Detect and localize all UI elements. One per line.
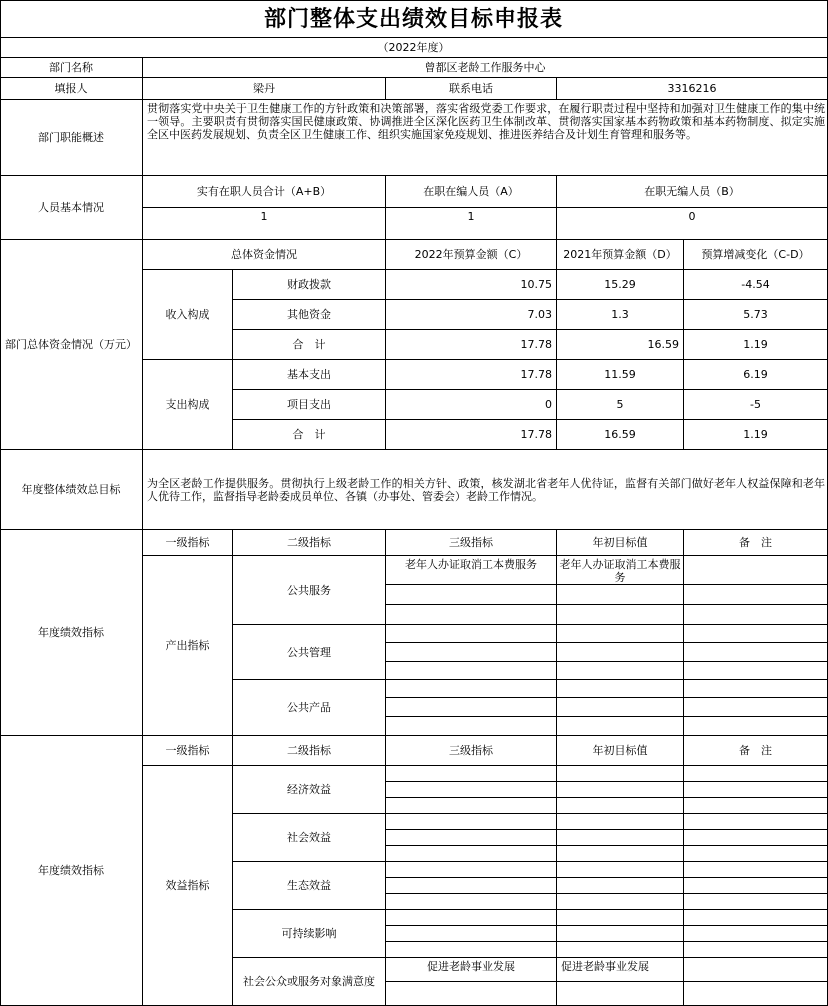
empty-indicator-cell: [684, 878, 828, 894]
empty-indicator-cell: [684, 798, 828, 814]
empty-indicator-cell: [557, 982, 684, 1006]
funds-d-header: 2021年预算金额（D）: [557, 240, 684, 270]
expense-row-c: 17.78: [386, 360, 557, 390]
income-row-name: 合 计: [233, 330, 386, 360]
empty-indicator-cell: [557, 894, 684, 910]
empty-indicator-cell: [386, 942, 557, 958]
empty-indicator-cell: [557, 782, 684, 798]
expense-row-d: 11.59: [557, 360, 684, 390]
expense-row-cd: 1.19: [684, 420, 828, 450]
empty-indicator-cell: [386, 717, 557, 736]
empty-indicator-cell: [557, 717, 684, 736]
staff-a-header: 在职在编人员（A）: [386, 176, 557, 208]
empty-indicator-cell: [386, 926, 557, 942]
expense-row-cd: 6.19: [684, 360, 828, 390]
perf-benefit-h3: 三级指标: [386, 736, 557, 766]
expense-label: 支出构成: [143, 360, 233, 450]
empty-indicator-cell: [386, 862, 557, 878]
empty-indicator-cell: [557, 698, 684, 717]
empty-indicator-cell: [386, 625, 557, 643]
empty-indicator-cell: [684, 910, 828, 926]
empty-indicator-cell: [557, 625, 684, 643]
perf-output-h1: 一级指标: [143, 530, 233, 556]
expense-row-c: 17.78: [386, 420, 557, 450]
perf-output-label: 年度绩效指标: [0, 530, 143, 736]
output-target-first: 老年人办证取消工本费服务: [557, 556, 684, 585]
income-row-d: 16.59: [557, 330, 684, 360]
empty-indicator-cell: [557, 662, 684, 680]
empty-indicator-cell: [557, 605, 684, 625]
staff-b-value: 0: [557, 208, 828, 240]
output-l3-first: 老年人办证取消工本费服务: [386, 556, 557, 585]
income-row-d: 1.3: [557, 300, 684, 330]
output-indicator-label: 产出指标: [143, 556, 233, 736]
empty-indicator-cell: [386, 680, 557, 698]
perf-output-h2: 二级指标: [233, 530, 386, 556]
benefit-sub-indicator: 经济效益: [233, 766, 386, 814]
staff-b-header: 在职无编人员（B）: [557, 176, 828, 208]
income-row-cd: -4.54: [684, 270, 828, 300]
expense-row-name: 合 计: [233, 420, 386, 450]
expense-row-c: 0: [386, 390, 557, 420]
form-year: （2022年度）: [0, 38, 828, 58]
income-row-c: 7.03: [386, 300, 557, 330]
empty-indicator-cell: [557, 798, 684, 814]
income-row-name: 财政拨款: [233, 270, 386, 300]
output-sub-indicator: 公共产品: [233, 680, 386, 736]
perf-output-h3: 三级指标: [386, 530, 557, 556]
empty-indicator-cell: [684, 680, 828, 698]
income-row-d: 15.29: [557, 270, 684, 300]
empty-indicator-cell: [386, 830, 557, 846]
funds-c-header: 2022年预算金额（C）: [386, 240, 557, 270]
empty-indicator-cell: [684, 926, 828, 942]
empty-indicator-cell: [684, 846, 828, 862]
empty-indicator-cell: [684, 698, 828, 717]
empty-indicator-cell: [557, 830, 684, 846]
empty-indicator-cell: [386, 643, 557, 662]
empty-indicator-cell: [557, 680, 684, 698]
empty-indicator-cell: [386, 585, 557, 605]
empty-indicator-cell: [684, 862, 828, 878]
empty-indicator-cell: [386, 894, 557, 910]
empty-indicator-cell: [557, 862, 684, 878]
empty-indicator-cell: [557, 878, 684, 894]
empty-indicator-cell: [684, 662, 828, 680]
income-row-c: 10.75: [386, 270, 557, 300]
empty-indicator-cell: [684, 814, 828, 830]
benefit-indicator-label: 效益指标: [143, 766, 233, 1006]
benefit-remark-cell: [684, 958, 828, 982]
empty-indicator-cell: [386, 878, 557, 894]
filler-value: 梁丹: [143, 78, 386, 100]
empty-indicator-cell: [386, 662, 557, 680]
empty-indicator-cell: [386, 605, 557, 625]
perf-benefit-h2: 二级指标: [233, 736, 386, 766]
empty-indicator-cell: [557, 910, 684, 926]
benefit-sub-indicator: 社会效益: [233, 814, 386, 862]
empty-indicator-cell: [557, 942, 684, 958]
empty-indicator-cell: [684, 782, 828, 798]
benefit-sub-indicator: 社会公众或服务对象满意度: [233, 958, 386, 1006]
empty-indicator-cell: [684, 717, 828, 736]
duty-text: 贯彻落实党中央关于卫生健康工作的方针政策和决策部署，落实省级党委工作要求，在履行职责过程中坚持和加强对卫生健康工作的集中统一领导。主要职责有贯彻落实国民健康政策、协调推进全区深化医药卫生体制改革、贯彻落实国家基本药物政策和基本药物制度、拟定实施全区中医药发展规划、负责全区卫生健康工作、组织实施国家免疫规划、推进医养结合及计划生育管理和服务等。: [143, 100, 828, 176]
empty-indicator-cell: [684, 982, 828, 1006]
empty-indicator-cell: [557, 846, 684, 862]
empty-indicator-cell: [684, 830, 828, 846]
empty-indicator-cell: [557, 585, 684, 605]
empty-indicator-cell: [684, 643, 828, 662]
dept-name-label: 部门名称: [0, 58, 143, 78]
empty-indicator-cell: [386, 846, 557, 862]
perf-benefit-h5: 备 注: [684, 736, 828, 766]
output-sub-indicator: 公共服务: [233, 556, 386, 625]
dept-name-value: 曾都区老龄工作服务中心: [143, 58, 828, 78]
output-remark-cell: [684, 556, 828, 585]
empty-indicator-cell: [386, 910, 557, 926]
empty-indicator-cell: [386, 982, 557, 1006]
empty-indicator-cell: [557, 814, 684, 830]
expense-row-name: 项目支出: [233, 390, 386, 420]
empty-indicator-cell: [557, 643, 684, 662]
perf-benefit-label: 年度绩效指标: [0, 736, 143, 1006]
expense-row-cd: -5: [684, 390, 828, 420]
perf-benefit-h4: 年初目标值: [557, 736, 684, 766]
empty-indicator-cell: [684, 625, 828, 643]
filler-label: 填报人: [0, 78, 143, 100]
staff-total-header: 实有在职人员合计（A+B）: [143, 176, 386, 208]
expense-row-name: 基本支出: [233, 360, 386, 390]
empty-indicator-cell: [386, 798, 557, 814]
empty-indicator-cell: [557, 926, 684, 942]
benefit-target-last: 促进老龄事业发展: [557, 958, 684, 982]
expense-row-d: 5: [557, 390, 684, 420]
phone-value: 3316216: [557, 78, 828, 100]
empty-indicator-cell: [684, 605, 828, 625]
perf-output-h4: 年初目标值: [557, 530, 684, 556]
empty-indicator-cell: [684, 942, 828, 958]
perf-benefit-h1: 一级指标: [143, 736, 233, 766]
empty-indicator-cell: [684, 766, 828, 782]
benefit-l3-last: 促进老龄事业发展: [386, 958, 557, 982]
income-row-c: 17.78: [386, 330, 557, 360]
empty-indicator-cell: [386, 782, 557, 798]
staff-label: 人员基本情况: [0, 176, 143, 240]
empty-indicator-cell: [386, 766, 557, 782]
benefit-sub-indicator: 生态效益: [233, 862, 386, 910]
form-title: 部门整体支出绩效目标申报表: [0, 0, 828, 38]
staff-total-value: 1: [143, 208, 386, 240]
income-row-cd: 5.73: [684, 300, 828, 330]
funds-overall-header: 总体资金情况: [143, 240, 386, 270]
income-label: 收入构成: [143, 270, 233, 360]
staff-a-value: 1: [386, 208, 557, 240]
empty-indicator-cell: [557, 766, 684, 782]
goal-label: 年度整体绩效总目标: [0, 450, 143, 530]
perf-output-h5: 备 注: [684, 530, 828, 556]
funds-cd-header: 预算增减变化（C-D）: [684, 240, 828, 270]
empty-indicator-cell: [684, 585, 828, 605]
goal-text: 为全区老龄工作提供服务。贯彻执行上级老龄工作的相关方针、政策，核发湖北省老年人优待证，监督有关部门做好老年人权益保障和老年人优待工作，监督指导老龄委成员单位、各镇（办事处、管委会）老龄工作情况。: [143, 450, 828, 530]
income-row-name: 其他资金: [233, 300, 386, 330]
expense-row-d: 16.59: [557, 420, 684, 450]
output-sub-indicator: 公共管理: [233, 625, 386, 680]
empty-indicator-cell: [684, 894, 828, 910]
phone-label: 联系电话: [386, 78, 557, 100]
funds-label: 部门总体资金情况（万元）: [0, 240, 143, 450]
empty-indicator-cell: [386, 814, 557, 830]
income-row-cd: 1.19: [684, 330, 828, 360]
benefit-sub-indicator: 可持续影响: [233, 910, 386, 958]
empty-indicator-cell: [386, 698, 557, 717]
duty-label: 部门职能概述: [0, 100, 143, 176]
